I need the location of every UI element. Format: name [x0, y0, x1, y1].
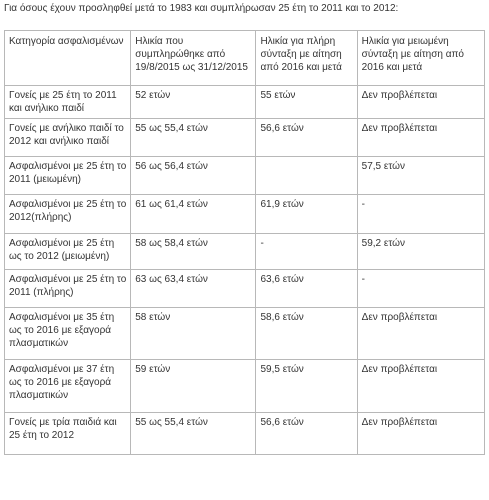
- table-row: [5, 86, 485, 119]
- cell-age-2015: 55 ως 55,4 ετών: [131, 413, 256, 455]
- cell-age-2015: 61 ως 61,4 ετών: [131, 195, 256, 234]
- cell-category: Γονείς με τρία παιδιά και 25 έτη το 2012: [5, 413, 131, 455]
- cell-category: Ασφαλισμένοι με 25 έτη το 2011 (πλήρης): [5, 270, 131, 308]
- cell-reduced-pension: -: [357, 195, 484, 234]
- cell-age-2015: 55 ως 55,4 ετών: [131, 119, 256, 157]
- header-reduced-pension-age: Ηλικία για μειωμένη σύνταξη με αίτηση από 2016 και μετά: [357, 31, 484, 86]
- table-row: [5, 308, 485, 360]
- table-row: [5, 234, 485, 270]
- cell-age-2015: 58 ετών: [131, 308, 256, 360]
- cell-reduced-pension: -: [357, 270, 484, 308]
- header-age-2015: Ηλικία που συμπληρώθηκε από 19/8/2015 ως 31/12/2015: [131, 31, 256, 86]
- cell-full-pension: [256, 157, 357, 195]
- header-category: Κατηγορία ασφαλισμένων: [5, 31, 131, 86]
- table-header-row: [5, 31, 485, 86]
- cell-reduced-pension: Δεν προβλέπεται: [357, 360, 484, 413]
- cell-category: Ασφαλισμένοι με 25 έτη ως το 2012 (μειωμένη): [5, 234, 131, 270]
- intro-text: Για όσους έχουν προσληφθεί μετά το 1983 και συμπλήρωσαν 25 έτη το 2011 και το 2012:: [4, 3, 399, 14]
- cell-reduced-pension: Δεν προβλέπεται: [357, 119, 484, 157]
- cell-full-pension: -: [256, 234, 357, 270]
- cell-reduced-pension: 57,5 ετών: [357, 157, 484, 195]
- cell-full-pension: 63,6 ετών: [256, 270, 357, 308]
- cell-reduced-pension: Δεν προβλέπεται: [357, 86, 484, 119]
- cell-reduced-pension: 59,2 ετών: [357, 234, 484, 270]
- table-row: [5, 360, 485, 413]
- cell-age-2015: 58 ως 58,4 ετών: [131, 234, 256, 270]
- cell-full-pension: 59,5 ετών: [256, 360, 357, 413]
- cell-full-pension: 56,6 ετών: [256, 413, 357, 455]
- cell-full-pension: 61,9 ετών: [256, 195, 357, 234]
- header-full-pension-age: Ηλικία για πλήρη σύνταξη με αίτηση από 2016 και μετά: [256, 31, 357, 86]
- table-row: [5, 413, 485, 455]
- cell-reduced-pension: Δεν προβλέπεται: [357, 308, 484, 360]
- cell-age-2015: 56 ως 56,4 ετών: [131, 157, 256, 195]
- cell-category: Γονείς με 25 έτη το 2011 και ανήλικο παιδί: [5, 86, 131, 119]
- cell-full-pension: 55 ετών: [256, 86, 357, 119]
- pension-age-table: [4, 30, 485, 455]
- cell-category: Γονείς με ανήλικο παιδί το 2012 και ανήλικο παιδί: [5, 119, 131, 157]
- cell-age-2015: 59 ετών: [131, 360, 256, 413]
- cell-category: Ασφαλισμένοι με 25 έτη το 2012(πλήρης): [5, 195, 131, 234]
- table-row: [5, 119, 485, 157]
- cell-reduced-pension: Δεν προβλέπεται: [357, 413, 484, 455]
- table-row: [5, 157, 485, 195]
- cell-full-pension: 56,6 ετών: [256, 119, 357, 157]
- cell-full-pension: 58,6 ετών: [256, 308, 357, 360]
- cell-category: Ασφαλισμένοι με 37 έτη ως το 2016 με εξαγορά πλασματικών: [5, 360, 131, 413]
- cell-age-2015: 63 ως 63,4 ετών: [131, 270, 256, 308]
- table-row: [5, 270, 485, 308]
- cell-age-2015: 52 ετών: [131, 86, 256, 119]
- cell-category: Ασφαλισμένοι με 25 έτη το 2011 (μειωμένη): [5, 157, 131, 195]
- cell-category: Ασφαλισμένοι με 35 έτη ως το 2016 με εξαγορά πλασματικών: [5, 308, 131, 360]
- table-row: [5, 195, 485, 234]
